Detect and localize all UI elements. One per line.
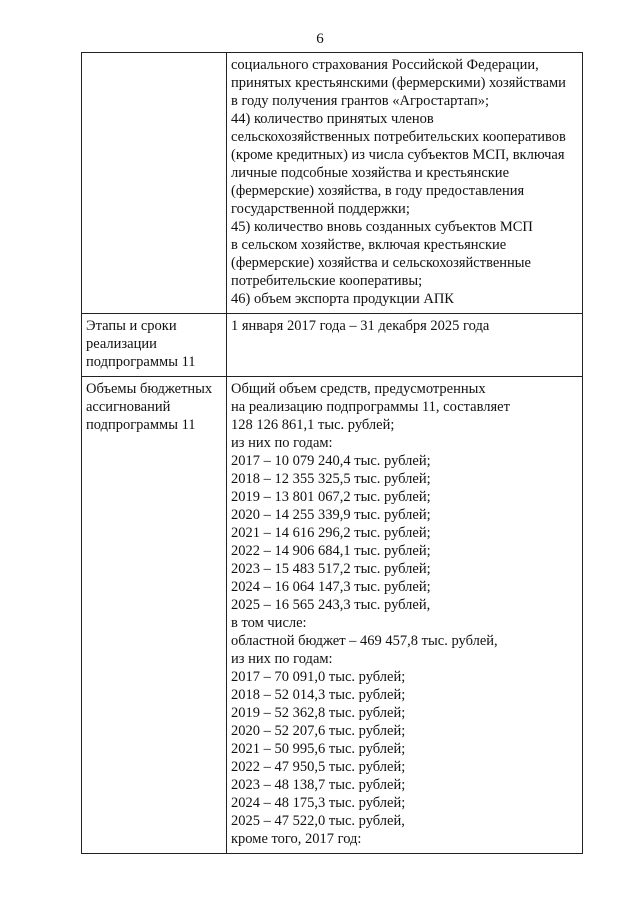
budget-line: кроме того, 2017 год: <box>231 831 362 847</box>
budget-line: 2023 – 15 483 517,2 тыс. рублей; <box>231 561 431 577</box>
stages-label-line: подпрограммы 11 <box>86 354 196 370</box>
indicator-line: сельскохозяйственных потребительских кооперативов <box>231 129 566 145</box>
indicator-line: (фермерские) хозяйства и сельскохозяйственные <box>231 255 531 271</box>
budget-line: 2020 – 14 255 339,9 тыс. рублей; <box>231 507 431 523</box>
indicators-list-cell <box>227 53 583 314</box>
stages-label-cell <box>82 314 227 377</box>
indicator-line: в году получения грантов «Агростартап»; <box>231 93 490 109</box>
indicator-line: в сельском хозяйстве, включая крестьянские <box>231 237 507 253</box>
budget-line: 2019 – 13 801 067,2 тыс. рублей; <box>231 489 431 505</box>
budget-line: 2022 – 14 906 684,1 тыс. рублей; <box>231 543 431 559</box>
table-row-budget <box>82 377 583 854</box>
budget-line: 2025 – 16 565 243,3 тыс. рублей, <box>231 597 431 613</box>
budget-line: 2017 – 70 091,0 тыс. рублей; <box>231 669 406 685</box>
indicator-line: (фермерские) хозяйства, в году предоставления <box>231 183 525 199</box>
indicator-line: 44) количество принятых членов <box>231 111 434 127</box>
page-number: 6 <box>316 31 324 47</box>
budget-label-line: подпрограммы 11 <box>86 417 196 433</box>
stages-period: 1 января 2017 года – 31 декабря 2025 года <box>231 318 490 334</box>
stages-label-line: Этапы и сроки <box>86 318 177 334</box>
budget-line: 2018 – 12 355 325,5 тыс. рублей; <box>231 471 431 487</box>
indicator-line: принятых крестьянскими (фермерскими) хозяйствами <box>231 75 566 91</box>
indicator-line: (кроме кредитных) из числа субъектов МСП, включая <box>231 147 565 163</box>
indicator-line: потребительские кооперативы; <box>231 273 423 289</box>
budget-line: 2021 – 14 616 296,2 тыс. рублей; <box>231 525 431 541</box>
budget-line: из них по годам: <box>231 435 333 451</box>
budget-line: 128 126 861,1 тыс. рублей; <box>231 417 395 433</box>
indicator-line: государственной поддержки; <box>231 201 410 217</box>
table-row-indicators-continuation <box>82 53 583 314</box>
budget-line: из них по годам: <box>231 651 333 667</box>
budget-line: областной бюджет – 469 457,8 тыс. рублей, <box>231 633 498 649</box>
budget-line: 2024 – 16 064 147,3 тыс. рублей; <box>231 579 431 595</box>
budget-label-line: Объемы бюджетных <box>86 381 213 397</box>
table-row-stages <box>82 314 583 377</box>
indicator-line: 45) количество вновь созданных субъектов МСП <box>231 219 533 235</box>
budget-line: 2020 – 52 207,6 тыс. рублей; <box>231 723 406 739</box>
indicators-label-cell <box>82 53 227 314</box>
stages-value-cell <box>227 314 583 377</box>
budget-line: 2019 – 52 362,8 тыс. рублей; <box>231 705 406 721</box>
budget-line: 2023 – 48 138,7 тыс. рублей; <box>231 777 406 793</box>
budget-line: 2018 – 52 014,3 тыс. рублей; <box>231 687 406 703</box>
budget-line: Общий объем средств, предусмотренных <box>231 381 486 397</box>
budget-label-cell <box>82 377 227 854</box>
budget-label-line: ассигнований <box>86 399 171 415</box>
budget-line: 2017 – 10 079 240,4 тыс. рублей; <box>231 453 431 469</box>
budget-line: в том числе: <box>231 615 307 631</box>
program-passport-table <box>81 52 583 854</box>
budget-line: 2021 – 50 995,6 тыс. рублей; <box>231 741 406 757</box>
budget-line: на реализацию подпрограммы 11, составляет <box>231 399 510 415</box>
indicator-line: личные подсобные хозяйства и крестьянские <box>231 165 510 181</box>
budget-line: 2024 – 48 175,3 тыс. рублей; <box>231 795 406 811</box>
indicator-line: социального страхования Российской Федерации, <box>231 57 539 73</box>
budget-value-cell <box>227 377 583 854</box>
stages-label-line: реализации <box>86 336 157 352</box>
budget-line: 2022 – 47 950,5 тыс. рублей; <box>231 759 406 775</box>
indicator-line: 46) объем экспорта продукции АПК <box>231 291 454 307</box>
budget-line: 2025 – 47 522,0 тыс. рублей, <box>231 813 405 829</box>
